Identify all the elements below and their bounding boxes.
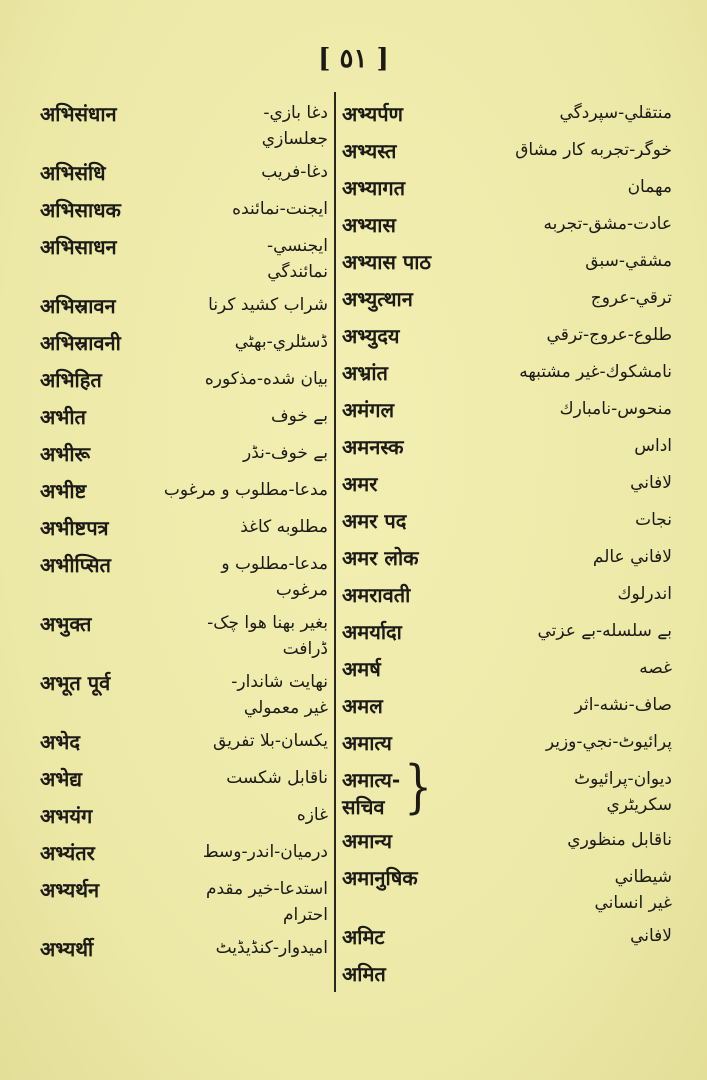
headword: अमित bbox=[342, 962, 386, 986]
gloss bbox=[403, 433, 672, 459]
headword: अभ्यस्त bbox=[342, 139, 397, 163]
headword: अभ्यागत bbox=[342, 176, 406, 200]
headword: अभीत bbox=[40, 405, 86, 429]
gloss bbox=[418, 544, 672, 570]
dictionary-entry bbox=[342, 655, 672, 685]
gloss-continuation: سكريٹري bbox=[606, 795, 672, 815]
dictionary-entry bbox=[40, 292, 328, 322]
gloss bbox=[121, 196, 328, 222]
dictionary-entry bbox=[342, 754, 672, 821]
gloss-text: اميدوار-كنڈيڈيٹ bbox=[215, 938, 328, 958]
headword: अमनस्क bbox=[342, 435, 404, 459]
gloss bbox=[116, 292, 328, 318]
dictionary-entry bbox=[342, 285, 672, 315]
gloss-text: اداس bbox=[634, 436, 672, 456]
headword: अभिसंधान bbox=[40, 102, 117, 126]
dictionary-entry bbox=[342, 248, 672, 278]
dictionary-entry bbox=[342, 359, 672, 389]
dictionary-entry bbox=[40, 876, 328, 928]
gloss-text: پرائيوٹ-نجي-وزير bbox=[545, 732, 672, 752]
gloss-text: غازه bbox=[296, 805, 328, 825]
gloss-text: منتقلي-سپردگي bbox=[559, 103, 672, 123]
headword: अमर लोक bbox=[342, 546, 419, 570]
headword: सचिव bbox=[342, 795, 385, 819]
gloss-text: نهايت شاندار- bbox=[231, 672, 328, 692]
gloss-text: نجات bbox=[635, 510, 672, 530]
gloss-continuation: ڈرافت bbox=[282, 639, 328, 659]
gloss-text: بغير بهنا هوا چک- bbox=[207, 613, 328, 633]
gloss-text: يكسان-بلا تفريق bbox=[213, 731, 328, 751]
gloss bbox=[431, 248, 672, 274]
gloss-text: بيان شده-مذكوره bbox=[204, 369, 328, 389]
gloss-text: مهمان bbox=[627, 177, 672, 197]
dictionary-entry bbox=[40, 233, 328, 285]
page-number: [ ٥١ ] bbox=[318, 44, 389, 74]
dictionary-entry bbox=[342, 692, 672, 722]
headword: अमरावती bbox=[342, 583, 411, 607]
gloss bbox=[91, 610, 328, 662]
gloss-text: نامشكوك-غير مشتبهه bbox=[519, 362, 672, 382]
dictionary-entry bbox=[342, 923, 672, 953]
gloss bbox=[102, 366, 328, 392]
gloss bbox=[110, 669, 328, 721]
gloss-text: دغا بازي- bbox=[263, 103, 328, 123]
headword: अमर्यादा bbox=[342, 620, 402, 644]
gloss-text: لافاني عالم bbox=[592, 547, 672, 567]
gloss-continuation: غير انساني bbox=[594, 893, 672, 913]
dictionary-entry bbox=[342, 729, 672, 759]
dictionary-entry bbox=[40, 802, 328, 832]
dictionary-entry bbox=[342, 174, 672, 204]
gloss bbox=[405, 174, 672, 200]
gloss bbox=[80, 728, 328, 754]
gloss bbox=[381, 655, 672, 681]
gloss bbox=[436, 766, 672, 818]
gloss bbox=[109, 514, 328, 540]
gloss bbox=[388, 359, 672, 385]
gloss-text: شراب كشيد كرنا bbox=[208, 295, 328, 315]
headword: अमंगल bbox=[342, 398, 395, 422]
gloss-text: ايجنسي- bbox=[266, 236, 328, 256]
dictionary-entry bbox=[342, 581, 672, 611]
dictionary-entry bbox=[40, 196, 328, 226]
gloss-text: اندرلوك bbox=[617, 584, 672, 604]
gloss-text: ديوان-پرائيوٹ bbox=[574, 769, 672, 789]
headword: अभिस्रावन bbox=[40, 294, 116, 318]
gloss-text: مدعا-مطلوب و bbox=[221, 554, 328, 574]
headword: अभिहित bbox=[40, 368, 102, 392]
dictionary-entry bbox=[342, 864, 672, 916]
gloss-text: درميان-اندر-وسط bbox=[202, 842, 328, 862]
dictionary-entry bbox=[40, 329, 328, 359]
headword: अभीष्टपत्र bbox=[40, 516, 109, 540]
dictionary-entry bbox=[40, 551, 328, 603]
dictionary-entry bbox=[342, 470, 672, 500]
column-divider bbox=[334, 92, 336, 992]
gloss bbox=[106, 159, 328, 185]
dictionary-entry bbox=[342, 211, 672, 241]
gloss-text: بے سلسله-بے عزتي bbox=[537, 621, 672, 641]
gloss-text: منحوس-نامبارك bbox=[559, 399, 672, 419]
gloss bbox=[383, 692, 672, 718]
gloss-text: مشقي-سبق bbox=[585, 251, 672, 271]
gloss bbox=[117, 233, 328, 285]
dictionary-entry bbox=[40, 935, 328, 965]
headword: अमात्य- bbox=[342, 768, 401, 792]
gloss bbox=[394, 396, 672, 422]
gloss bbox=[413, 285, 672, 311]
gloss-text: ناقابل منظوري bbox=[567, 830, 672, 850]
headword: अभीष्ट bbox=[40, 479, 87, 503]
headword: अभिस्रावनी bbox=[40, 331, 121, 355]
headword: अभेद bbox=[40, 730, 80, 754]
headword: अभीप्सित bbox=[40, 553, 111, 577]
gloss bbox=[402, 618, 672, 644]
dictionary-entry bbox=[342, 827, 672, 857]
brace-mark: } bbox=[404, 754, 433, 821]
dictionary-entry bbox=[342, 507, 672, 537]
gloss-text: ڈسٹلري-بهٹي bbox=[234, 332, 328, 352]
left-column bbox=[40, 100, 328, 972]
gloss-text: بے خوف-نڈر bbox=[242, 443, 328, 463]
gloss bbox=[377, 470, 672, 496]
gloss bbox=[410, 581, 672, 607]
gloss-text: مدعا-مطلوب و مرغوب bbox=[163, 480, 328, 500]
dictionary-entry bbox=[342, 137, 672, 167]
dictionary-entry bbox=[342, 322, 672, 352]
headword: अभिसंधि bbox=[40, 161, 106, 185]
headword: अभुक्त bbox=[40, 612, 92, 636]
gloss bbox=[396, 137, 672, 163]
dictionary-entry bbox=[40, 477, 328, 507]
headword-stack bbox=[342, 766, 400, 820]
gloss bbox=[82, 765, 328, 791]
gloss-continuation: احترام bbox=[283, 905, 328, 925]
headword: अभ्यर्थन bbox=[40, 878, 100, 902]
gloss bbox=[93, 935, 328, 961]
gloss bbox=[90, 440, 328, 466]
gloss-continuation: جعلسازي bbox=[261, 129, 328, 149]
headword: अभ्यर्थी bbox=[40, 937, 94, 961]
dictionary-entry bbox=[342, 433, 672, 463]
headword: अमर bbox=[342, 472, 378, 496]
headword: अभ्रांत bbox=[342, 361, 388, 385]
gloss bbox=[392, 729, 672, 755]
gloss bbox=[111, 551, 328, 603]
dictionary-entry bbox=[40, 669, 328, 721]
headword: अभ्युदय bbox=[342, 324, 400, 348]
gloss-text: عادت-مشق-تجربه bbox=[543, 214, 672, 234]
dictionary-entry bbox=[342, 544, 672, 574]
gloss-text: دغا-فريب bbox=[261, 162, 328, 182]
gloss-text: غصه bbox=[639, 658, 672, 678]
gloss bbox=[99, 876, 328, 928]
headword: अमात्य bbox=[342, 731, 392, 755]
gloss bbox=[92, 802, 328, 828]
gloss-text: ترقي-عروج bbox=[590, 288, 672, 308]
gloss bbox=[385, 923, 673, 949]
headword: अभूत पूर्व bbox=[40, 671, 111, 695]
headword: अमानुषिक bbox=[342, 866, 418, 890]
dictionary-entry bbox=[40, 366, 328, 396]
dictionary-entry bbox=[40, 159, 328, 189]
gloss bbox=[399, 322, 672, 348]
headword: अभ्यास पाठ bbox=[342, 250, 432, 274]
headword: अभ्युत्थान bbox=[342, 287, 413, 311]
headword: अभयंग bbox=[40, 804, 93, 828]
gloss bbox=[86, 403, 328, 429]
gloss bbox=[406, 507, 672, 533]
headword: अमिट bbox=[342, 925, 385, 949]
headword: अभिसाधक bbox=[40, 198, 121, 222]
gloss-text: لافاني bbox=[630, 473, 672, 493]
dictionary-entry bbox=[40, 610, 328, 662]
gloss bbox=[95, 839, 328, 865]
gloss-text: لافاني bbox=[630, 926, 672, 946]
headword: अमर्ष bbox=[342, 657, 381, 681]
dictionary-entry bbox=[40, 403, 328, 433]
gloss-text: بے خوف bbox=[270, 406, 328, 426]
headword: अमान्य bbox=[342, 829, 392, 853]
gloss-text: ايجنت-نمائنده bbox=[232, 199, 328, 219]
dictionary-entry bbox=[342, 618, 672, 648]
headword: अमल bbox=[342, 694, 383, 718]
gloss-text: شيطاني bbox=[614, 867, 672, 887]
right-column bbox=[342, 100, 672, 997]
headword: अभ्यर्पण bbox=[342, 102, 404, 126]
headword: अमर पद bbox=[342, 509, 407, 533]
dictionary-entry bbox=[40, 514, 328, 544]
gloss-text: صاف-نشه-اثر bbox=[574, 695, 672, 715]
headword: अभ्यंतर bbox=[40, 841, 95, 865]
gloss bbox=[403, 100, 672, 126]
dictionary-entry bbox=[40, 728, 328, 758]
dictionary-entry bbox=[342, 396, 672, 426]
gloss-text: استدعا-خير مقدم bbox=[205, 879, 328, 899]
headword: अभिसाधन bbox=[40, 235, 117, 259]
headword: अभीरू bbox=[40, 442, 91, 466]
gloss-continuation: غير معمولي bbox=[243, 698, 328, 718]
dictionary-entry bbox=[342, 100, 672, 130]
gloss bbox=[121, 329, 328, 355]
gloss-text: ناقابل شكست bbox=[226, 768, 328, 788]
gloss-continuation: مرغوب bbox=[275, 580, 328, 600]
gloss-text: خوگر-تجربه كار مشاق bbox=[515, 140, 672, 160]
gloss bbox=[392, 827, 672, 853]
gloss bbox=[418, 864, 672, 916]
headword: अभ्यास bbox=[342, 213, 396, 237]
headword: अभेद्य bbox=[40, 767, 82, 791]
gloss-text: مطلوبه كاغذ bbox=[240, 517, 328, 537]
gloss-continuation: نمائندگي bbox=[267, 262, 328, 282]
dictionary-entry bbox=[40, 765, 328, 795]
dictionary-entry bbox=[342, 960, 672, 990]
gloss bbox=[86, 477, 328, 503]
gloss bbox=[396, 211, 672, 237]
dictionary-entry bbox=[40, 100, 328, 152]
gloss-text: طلوع-عروج-ترقي bbox=[546, 325, 672, 345]
dictionary-entry bbox=[40, 839, 328, 869]
gloss bbox=[117, 100, 328, 152]
dictionary-entry bbox=[40, 440, 328, 470]
